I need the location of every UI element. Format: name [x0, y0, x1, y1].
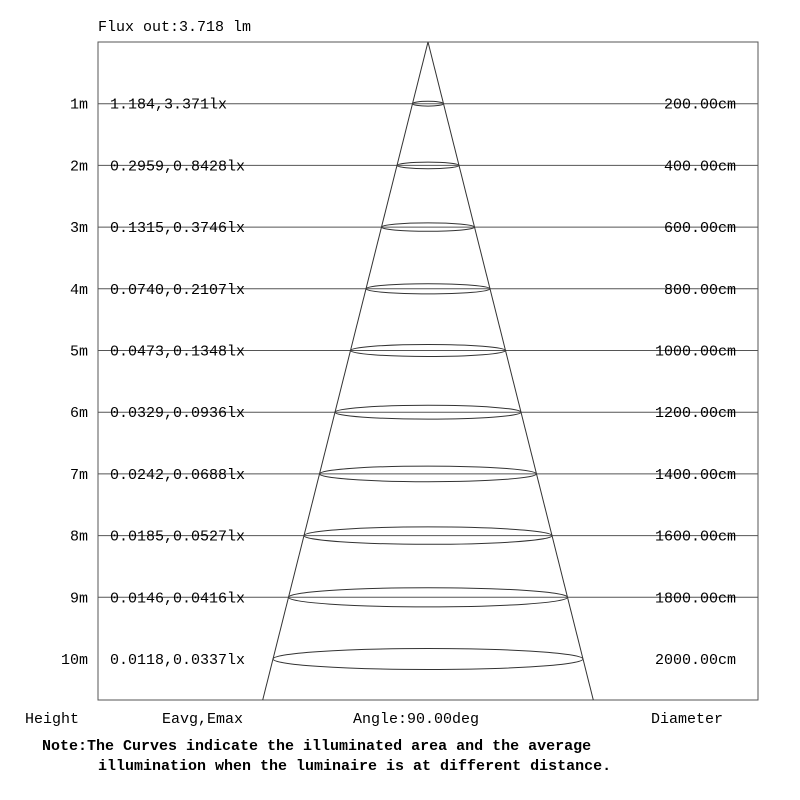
- row-illuminance-label: 0.0146,0.0416lx: [110, 590, 246, 608]
- row-diameter-label: 1800.00cm: [654, 590, 736, 608]
- row-height-label: 3m: [69, 220, 88, 238]
- note: [42, 737, 782, 777]
- note-prefix: Note:: [42, 738, 88, 755]
- height-column-label: Height: [25, 711, 80, 728]
- row-illuminance-label: 0.1315,0.3746lx: [110, 220, 246, 238]
- row-height-label: 4m: [69, 281, 88, 299]
- beam-ellipse: [273, 649, 583, 670]
- beam-cone: [263, 42, 594, 700]
- angle-label: Angle:90.00deg: [353, 711, 480, 728]
- row-diameter-label: 600.00cm: [663, 220, 736, 238]
- row-height-label: 10m: [60, 652, 88, 669]
- cone-left-edge: [263, 42, 428, 700]
- row-illuminance-label: 0.0740,0.2107lx: [110, 281, 246, 299]
- rows-layer: [61, 97, 758, 669]
- row-illuminance-label: 0.0242,0.0688lx: [110, 466, 246, 484]
- row-height-label: 8m: [69, 528, 88, 546]
- row-illuminance-label: 0.0185,0.0527lx: [110, 528, 246, 546]
- row-height-label: 1m: [69, 96, 88, 114]
- row-height-label: 2m: [69, 158, 88, 176]
- row-height-label: 7m: [69, 466, 88, 484]
- row-illuminance-label: 0.0329,0.0936lx: [110, 405, 246, 423]
- row-diameter-label: 400.00cm: [663, 158, 736, 176]
- row-height-label: 5m: [69, 343, 88, 361]
- row-diameter-label: 1600.00cm: [654, 528, 736, 546]
- row-illuminance-label: 0.0473,0.1348lx: [110, 343, 246, 361]
- note-line-1: The Curves indicate the illuminated area and the average: [87, 738, 592, 755]
- eavg-column-label: Eavg,Emax: [162, 711, 244, 728]
- note-line-2: illumination when the luminaire is at different distance.: [98, 758, 612, 775]
- row-diameter-label: 1200.00cm: [654, 405, 736, 423]
- row-height-label: 6m: [69, 405, 88, 423]
- flux-label: Flux out:3.718 lm: [98, 19, 252, 36]
- row-illuminance-label: 1.184,3.371lx: [110, 96, 228, 114]
- row-illuminance-label: 0.2959,0.8428lx: [110, 158, 246, 176]
- row-height-label: 9m: [69, 590, 88, 608]
- cone-right-edge: [428, 42, 593, 700]
- row-diameter-label: 1000.00cm: [654, 343, 736, 361]
- row-diameter-label: 2000.00cm: [654, 652, 736, 669]
- row-diameter-label: 800.00cm: [663, 281, 736, 299]
- row-diameter-label: 1400.00cm: [654, 466, 736, 484]
- row-diameter-label: 200.00cm: [663, 96, 736, 114]
- diameter-column-label: Diameter: [651, 711, 724, 728]
- row-illuminance-label: 0.0118,0.0337lx: [110, 652, 246, 669]
